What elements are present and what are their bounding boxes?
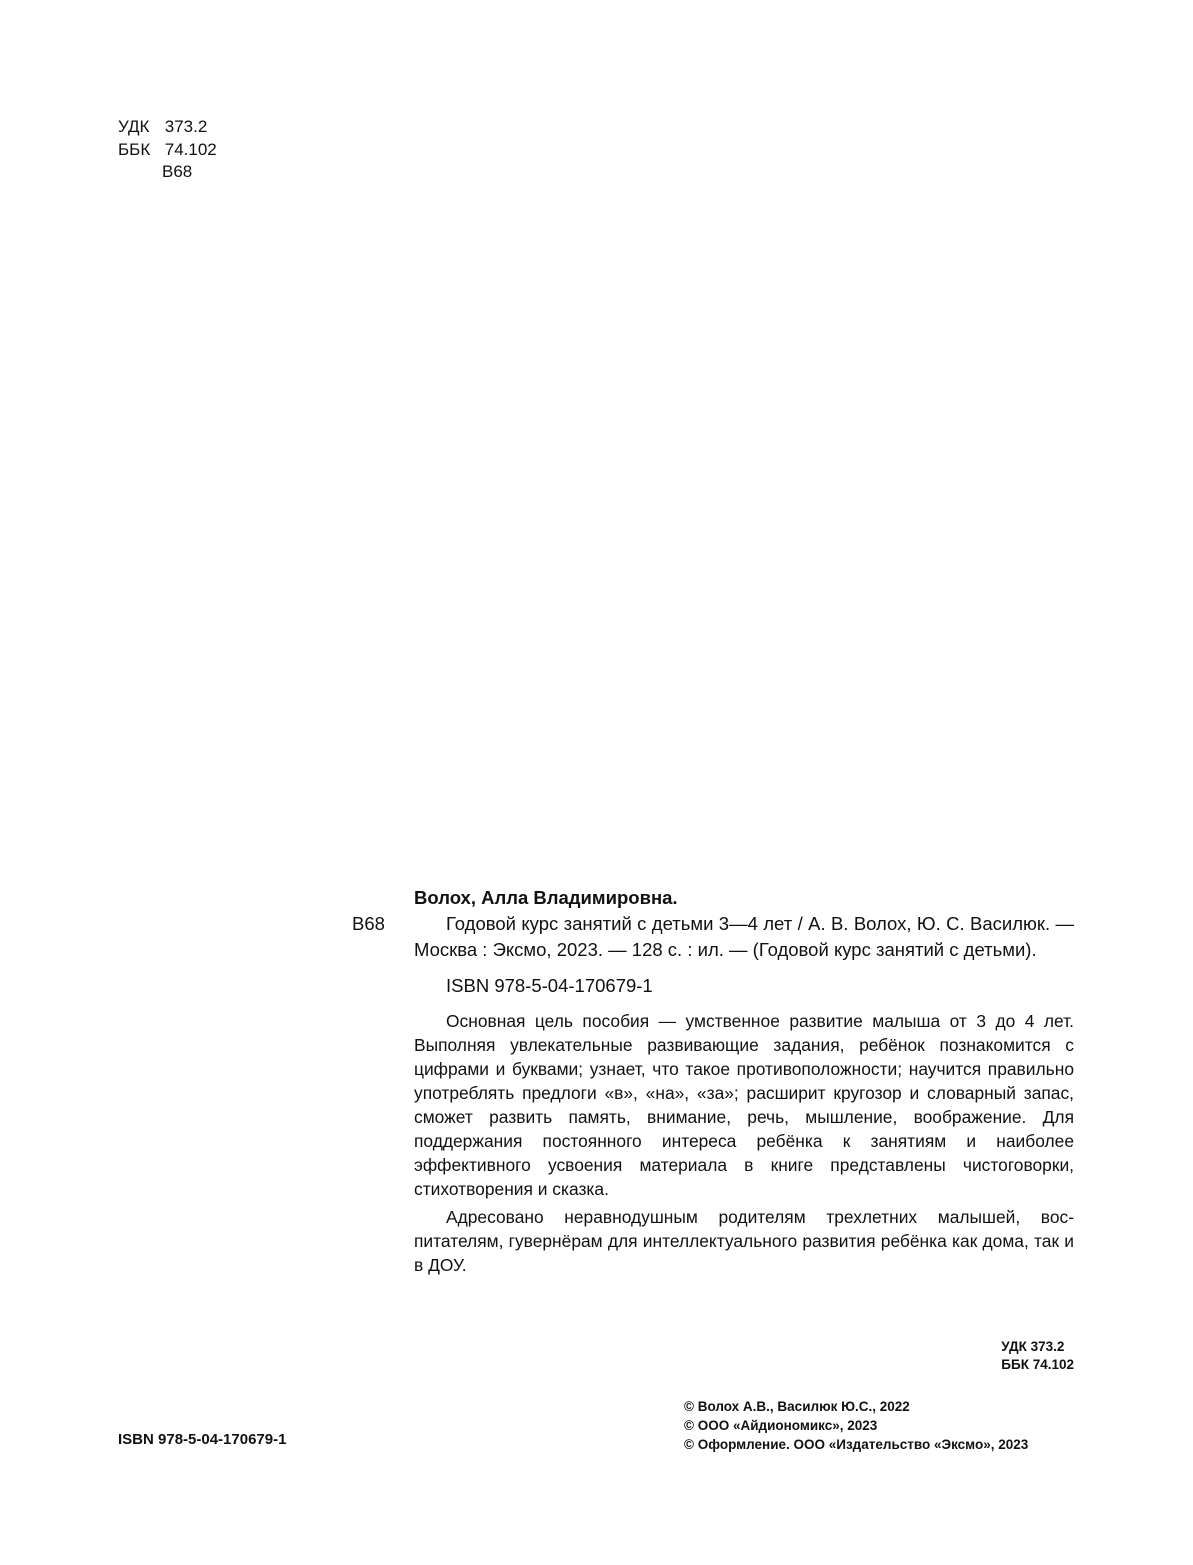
annotation-paragraph-1: Основная цель пособия — умственное развитие малыша от 3 до 4 лет. Выполняя увлекательные развивающие задания, ребёнок познакомится с цифрами и буквами; узнает, что такое противоположности; научится правильно употреблять предлоги «в», «на», «за»; расширит кругозор и словарный запас, сможет развить память, внимание, речь, мышление, воображение. Для поддержания постоянного интереса ребёнка к занятиям и наиболее эффективного усвоения материала в книге представлены чистоговорки, стихотворения и сказка.	[414, 1011, 1074, 1199]
udk-row	[118, 116, 217, 139]
copyright-company: © ООО «Айдиономикс», 2023	[684, 1418, 878, 1433]
udk-label: УДК	[118, 117, 150, 136]
bbk-row	[118, 139, 217, 162]
record-isbn: ISBN 978-5-04-170679-1	[446, 975, 653, 996]
bbk-label: ББК	[118, 139, 151, 159]
annotation-paragraph-2: Адресовано неравнодушным родителям трехлетних малышей, воспитателям, гувернёрам для интеллектуального развития ребёнка как дома, так и в ДОУ.	[414, 1207, 1074, 1275]
classification-codes-footer	[1001, 1338, 1074, 1374]
isbn-footer: ISBN 978-5-04-170679-1	[118, 1431, 287, 1448]
record-author-mark: В68	[352, 913, 385, 934]
bbk-value: 74.102	[164, 139, 217, 159]
record-author: Волох, Алла Владимировна.	[414, 887, 678, 908]
bbk-code: ББК 74.102	[1001, 1357, 1074, 1372]
copyright-authors: © Волох А.В., Василюк Ю.С., 2022	[684, 1399, 910, 1414]
copyright-design: © Оформление. ООО «Издательство «Эксмо», 2023	[684, 1437, 1029, 1452]
catalog-record	[352, 885, 1074, 1277]
bibliographic-description-block	[352, 911, 1074, 963]
udk-value: 373.2	[164, 117, 208, 136]
bibliographic-description: Годовой курс занятий с детьми 3—4 лет / А. В. Волох, Ю. С. Василюк. — Москва : Эксмо, 2023. — 128 с. : ил. — (Годовой курс занятий с детьми).	[414, 913, 1074, 960]
classification-codes-header	[118, 116, 217, 184]
author-mark: В68	[162, 162, 193, 181]
udk-code: УДК 373.2	[1001, 1339, 1065, 1354]
copyright-notices	[684, 1397, 1028, 1454]
